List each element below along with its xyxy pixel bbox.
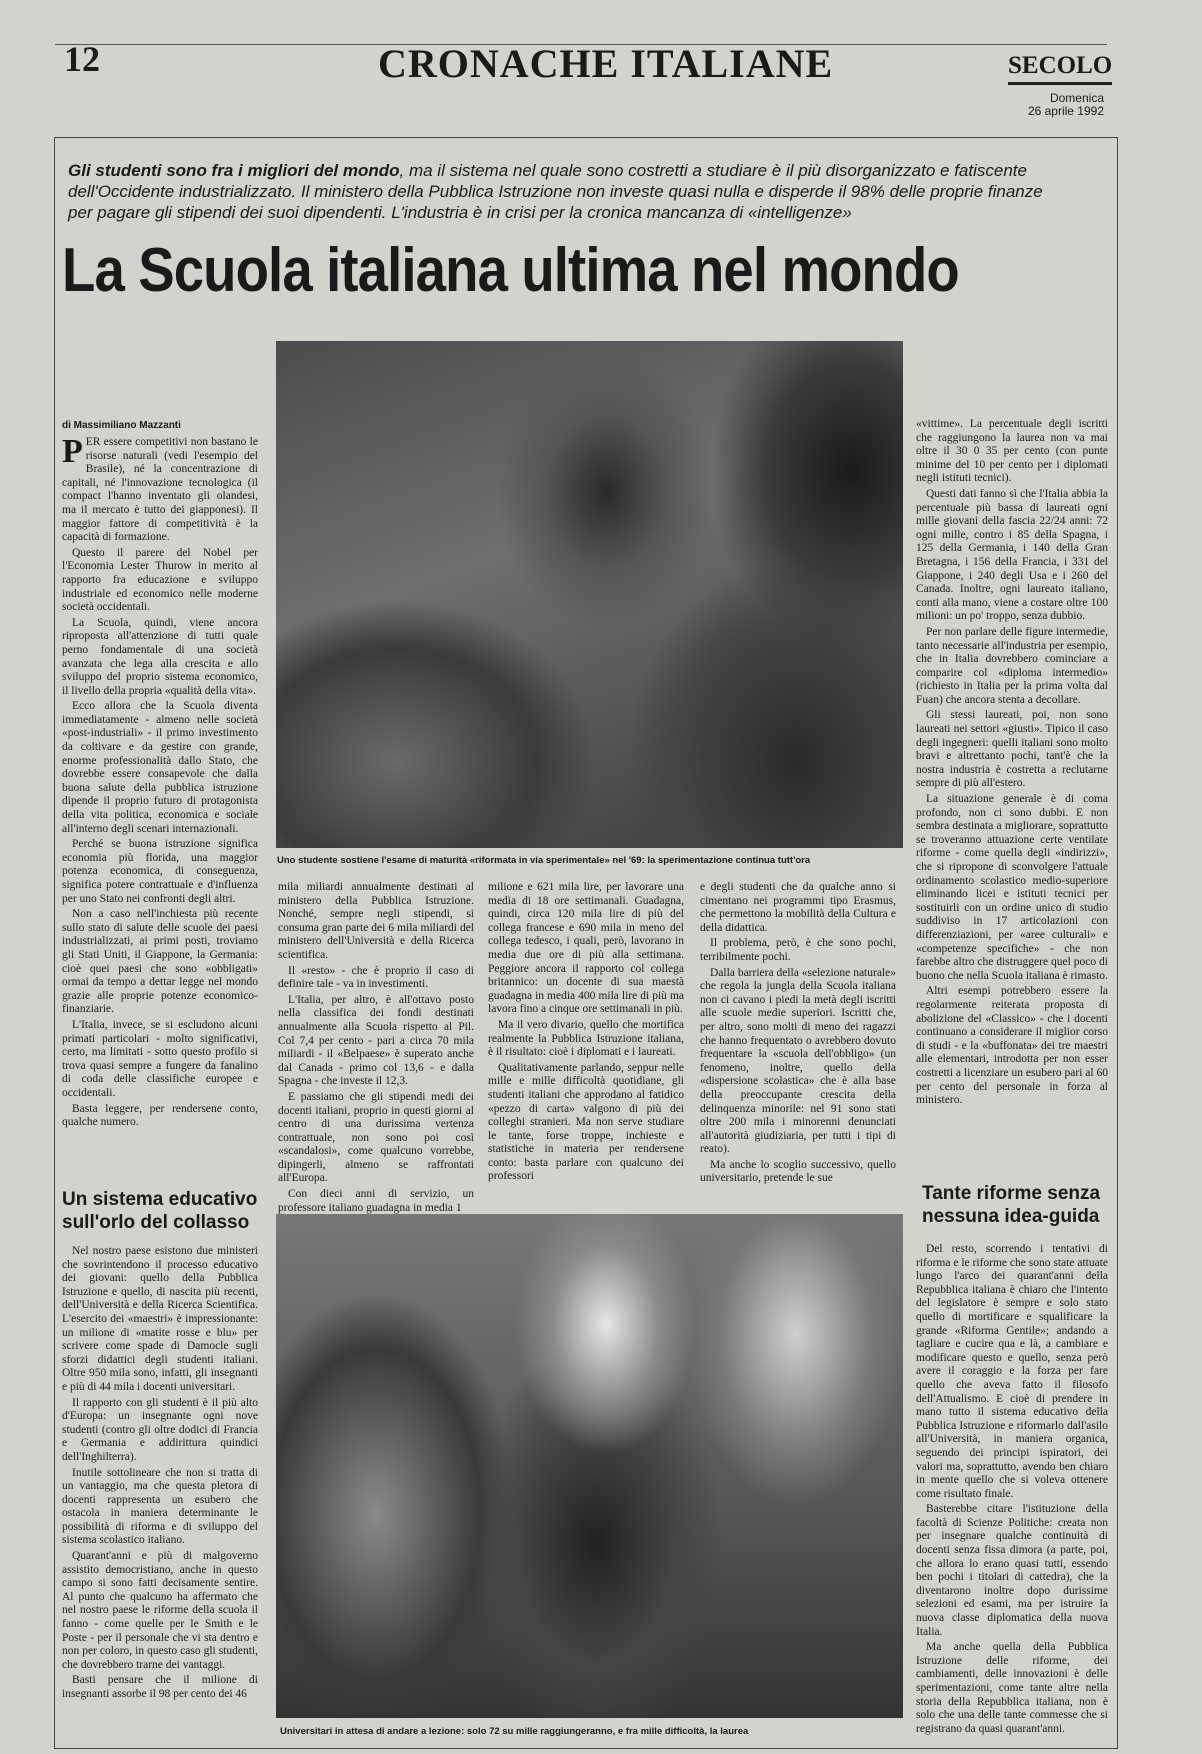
column-5b	[916, 1243, 1108, 1740]
paragraph: Basta leggere, per rendersene conto, qualche numero.	[62, 1102, 258, 1129]
paragraph: Ma anche lo scoglio successivo, quello universitario, pretende le sue	[700, 1158, 896, 1185]
paragraph: Nel nostro paese esistono due ministeri che sovrintendono il processo educativo dei giovani: quello della Pubblica Istruzione e quello, di nascita più recenti, dell'Università e della Ricerca Scientifica. L'esercito dei «maestri» è impressionante: un milione di «matite rosse e blu» per scrivere come spade di Damocle sugli sforzi didattici degli studenti italiani. Oltre 950 mila sono, infatti, gli insegnanti e più di 44 mila i docenti universitari.	[62, 1245, 258, 1393]
paragraph: Perché se buona istruzione significa economia più florida, una maggior potenza economica, di conseguenza, significa potere contrattuale e d'influenza per uno Stato nei confronti degli altri.	[62, 838, 258, 905]
paragraph: Il «resto» - che è proprio il caso di definire tale - va in investimenti.	[278, 964, 474, 991]
drop-cap: P	[62, 433, 83, 470]
subhead-reforms: Tante riforme senza nessuna idea-guida	[922, 1183, 1101, 1227]
paragraph: Questo il parere del Nobel per l'Economia Lester Thurow in merito al rapporto fra educazione e sviluppo industriale ed economico nelle moderne società occidentali.	[62, 546, 258, 614]
headline: La Scuola italiana ultima nel mondo	[62, 236, 959, 305]
paragraph: Dalla barriera della «selezione naturale» che regola la jungla della Scuola italiana non ci cavano i piedi la metà degli iscritti alle scuole medie superiori. Iscritti che, per altro, sono molti di meno dei ragazzi che hanno frequentato o avrebbero dovuto frequentare la «scuola dell'obbligo» (un fenomeno, inoltre, quello della «dispersione scolastica» che è alla base della preoccupante crescita della delinquenza minorile: nel 91 sono stati oltre 200 mila i minorenni denunciati all'autorità giudiziaria, per tutti i tipi di reato).	[700, 966, 896, 1156]
paragraph: La situazione generale è di coma profondo, non ci sono dubbi. E non sembra destinata a migliorare, soprattutto se troveranno attuazione certe ventilate riforme - come quella degli «indirizzi», che si ripropone di sconvolgere l'attuale ordinamento scolastico medio-superiore eliminando licei e istituti tecnici per sostituirli con un ordine unico di studio suddiviso in 17 articolazioni con differenziazioni, per «aree culturali» e «competenze specifiche» - che non farebbe altro che distruggere quel poco di buono che nella Scuola italiana è rimasto.	[916, 793, 1108, 982]
kicker	[68, 160, 1058, 223]
subhead-collapse: Un sistema educativo sull'orlo del collasso	[62, 1189, 258, 1233]
paragraph: L'Italia, per altro, è all'ottavo posto nella classifica dei fondi destinati annualmente alla Scuola rispetto al Pil. Col 7,4 per cento - pari a circa 70 mila miliardi - il «Belpaese» è superato anche dal Canada - primo col 13,6 - e dalla Spagna - che investe il 12,3.	[278, 993, 474, 1088]
paragraph: Con dieci anni di servizio, un professore italiano guadagna in media 1	[278, 1188, 474, 1214]
kicker-lead: Gli studenti sono fra i migliori del mondo	[68, 161, 400, 180]
paragraph: PER essere competitivi non bastano le risorse naturali (vedi l'esempio del Brasile), né la concentrazione di capitali, né l'innovazione tecnologica (il compact l'hanno inventato gli olandesi, ma il mercato è tutto dei giapponesi). Il maggior fattore di competitività è la capacità di formazione.	[62, 433, 258, 544]
paragraph: L'Italia, invece, se si escludono alcuni primati particolari - molto significativi, certo, ma limitati - sotto questo profilo si trova quasi sempre a fungere da fanalino di coda delle classifiche europee e occidentali.	[62, 1018, 258, 1099]
paragraph: Il problema, però, è che sono pochi, terribilmente pochi.	[700, 937, 896, 963]
paragraph: Questi dati fanno sì che l'Italia abbia la percentuale più bassa di laureati ogni mille giovani della fascia 22/24 anni: 72 ogni mille, contro i 85 della Spagna, i 125 della Germania, i 140 della Gran Bretagna, i 156 della Francia, i 331 del Giappone, i 240 degli Usa e i 260 del Canada. Inoltre, ogni laureato italiano, conti alla mano, viene a costare oltre 100 milioni: un po' troppo, senza dubbio.	[916, 487, 1108, 623]
paragraph: Per non parlare delle figure intermedie, tanto necessarie all'industria per esempio, che in Italia dovrebbero cominciare a comparire col «diploma intermedio» (richiesto in Italia per la prima volta dal Fuan) che ancora stenta a decollare.	[916, 625, 1108, 706]
paragraph: Basti pensare che il milione di insegnanti assorbe il 98 per cento dei 46	[62, 1674, 258, 1700]
kicker-rest: , ma il sistema nel quale sono costretti a studiare è il più disorganizzato e fatiscente dell'Occidente industrializzato. Il ministero della Pubblica Istruzione non investe quasi nulla e disperde il 98% delle proprie finanze per pagare gli stipendi dei suoi dipendenti. L'industria è in crisi per la cronica mancanza di «intelligenze»	[68, 161, 1043, 222]
column-3	[488, 881, 684, 1205]
section-title: CRONACHE ITALIANE	[378, 41, 834, 86]
caption-photo-2: Universitari in attesa di andare a lezione: solo 72 su mille raggiungeranno, e fra mille difficoltà, la laurea	[280, 1726, 749, 1737]
paragraph: Del resto, scorrendo i tentativi di riforma e le riforme che sono state attuate lungo l'arco dei quarant'anni della Repubblica italiana è chiaro che l'intento del legislatore è sempre e solo stato quello di mortificare e squalificare la grande «Riforma Gentile»; andando a tagliare e cucire qua e là, a cambiare e modificare questo e quello, senza però avere il coraggio e la forza per fare quello che aveva fatto il filosofo dell'Attualismo. E cioè di prendere in mano tutto il sistema educativo della Pubblica Istruzione e riformarlo dall'asilo all'Università, in maniera organica, seguendo dei principi ispiratori, dei valori ma, soprattutto, avendo ben chiaro in mente quello che si voleva ottenere come risultato finale.	[916, 1243, 1108, 1500]
paragraph: La Scuola, quindi, viene ancora riproposta all'attenzione di tutti quale perno fondamentale di una società avanzata che lega alla crescita e allo sviluppo del proprio sistema economico, il livello della propria «qualità della vita».	[62, 616, 258, 697]
paragraph: Quarant'anni e più di malgoverno assistito democristiano, anche in questo campo si sono fatti decisamente sentire. Al punto che qualcuno ha affermato che nel nostro paese le riforme della scuola il fanno - come quelle per le Smith e le Poste - per il personale che vi sta dentro e non per coloro, in questo caso gli studenti, che dovrebbero trarne dei vantaggi.	[62, 1550, 258, 1671]
photo-university-students	[276, 1214, 903, 1718]
dateline	[1010, 92, 1104, 118]
page-number: 12	[64, 39, 100, 79]
photo-exam-student	[276, 341, 903, 848]
column-1b	[62, 1245, 258, 1740]
date-label: 26 aprile 1992	[1027, 104, 1104, 118]
paragraph: Ma il vero divario, quello che mortifica realmente la Pubblica Istruzione italiana, è il risultato: cioè i diplomati e i laureati.	[488, 1018, 684, 1059]
paragraph: Non a caso nell'inchiesta più recente sullo stato di salute delle scuole dei paesi industrializzati, ai primi posti, troviamo gli Stati Uniti, il Giappone, la Germania: cioè quei paesi che sono «obbligati» ormai da tempo a dettar legge nel mondo grazie alle proprie potenze economico-finanziarie.	[62, 908, 258, 1016]
column-4	[700, 881, 896, 1205]
paragraph: «vittime». La percentuale degli iscritti che raggiungono la laurea non va mai oltre il 30 0 35 per cento (con punte minime del 10 per cento per i diplomati negli istituti tecnici).	[916, 418, 1108, 485]
paragraph: Ma anche quella della Pubblica Istruzione delle riforme, dei cambiamenti, delle innovazioni è delle sperimentazioni, come tante altre nella storia della Repubblica italiana, non è solo che una delle tante commesse che si registrano da quasi quarant'anni.	[916, 1641, 1108, 1735]
paragraph: mila miliardi annualmente destinati al ministero della Pubblica Istruzione. Nonché, sempre negli stipendi, si consuma gran parte dei 6 mila miliardi del ministero dell'Università e della Ricerca scientifica.	[278, 881, 474, 961]
paragraph: E passiamo che gli stipendi medi dei docenti italiani, proprio in questi giorni al centro di una durissima vertenza contrattuale, non sono poi così «scandalosi», come qualcuno vorrebbe, dipingerli, almeno se raffrontati all'Europa.	[278, 1090, 474, 1185]
paragraph: Qualitativamente parlando, seppur nelle mille e mille difficoltà quotidiane, gli studenti italiani che approdano al fatidico «pezzo di carta» valgono di più dei colleghi stranieri. Ma non serve studiare le tante, forse troppe, inchieste e statistiche in materia per rendersene conto: basta parlare con qualcuno dei professori	[488, 1061, 684, 1183]
paragraph: Inutile sottolineare che non si tratta di un vantaggio, ma che questa pletora di docenti rappresenta un esubero che ostacola in maniera determinante le possibilità di riforma e di sviluppo del sistema scolastico italiano.	[62, 1466, 258, 1547]
byline: di Massimiliano Mazzanti	[62, 420, 181, 431]
paragraph: Altri esempi potrebbero essere la regolarmente reiterata proposta di abolizione del «Classico» - che i docenti continuano a considerare il miglior corso di studi - e la «buffonata» dei tre maestri alle elementari, introdotta per non esser costretti a licenziare un esubero pari al 60 per cento del personale in forza al ministero.	[916, 985, 1108, 1107]
column-2	[278, 881, 474, 1214]
paragraph: Ecco allora che la Scuola diventa immediatamente - almeno nelle società «post-industriali» - il primo investimento da coltivare e da gestire con grande, enorme professionalità dallo Stato, che dovrebbe essere consapevole che dalla buona salute della pubblica istruzione dipende il proprio futuro di protagonista della vita politica, economica e sociale all'interno degli scenari internazionali.	[62, 700, 258, 835]
paragraph: Basterebbe citare l'istituzione della facoltà di Scienze Politiche: creata non per insegnare qualche continuità di docenti senza fissa dimora (a parte, poi, che allora lo erano quasi tutti, essendo ben pochi i titolari di cattedra), che la diventarono inoltre dopo durissime selezioni ed esami, ma per istruire la nuova classe diplomatica della nuova Italia.	[916, 1503, 1108, 1638]
masthead-logo: SECOLO	[1008, 52, 1112, 85]
column-1	[62, 433, 258, 1178]
paragraph: e degli studenti che da qualche anno si cimentano nei programmi tipo Erasmus, che permettono la mobilità della Cultura e della didattica.	[700, 881, 896, 934]
caption-photo-1: Uno studente sostiene l'esame di maturità «riformata in via sperimentale» nel '69: la sperimentazione continua tutt'ora	[277, 855, 811, 866]
column-5	[916, 418, 1108, 1188]
day-label: Domenica	[1049, 91, 1104, 105]
paragraph: milione e 621 mila lire, per lavorare una media di 18 ore settimanali. Guadagna, quindi, circa 120 mila lire di più del collega francese e 690 mila in meno del collega tedesco, i quali, però, lavorano in media due ore di più alla settimana. Peggiore ancora il rapporto col collega britannico: un docente di sua maestà guadagna in media 400 mila lire di più ma lavora fino a cinque ore settimanali in più.	[488, 881, 684, 1016]
paragraph: Il rapporto con gli studenti è il più alto d'Europa: un insegnante ogni nove studenti (contro gli oltre dodici di Francia e Germania e addirittura quindici dell'Inghilterra).	[62, 1396, 258, 1463]
paragraph: Gli stessi laureati, poi, non sono laureati nei settori «giusti». Tipico il caso degli ingegneri: quelli italiani sono molto bravi e altrettanto pochi, tant'è che la nostra industria è costretta a reclutarne sempre di più all'estero.	[916, 709, 1108, 790]
